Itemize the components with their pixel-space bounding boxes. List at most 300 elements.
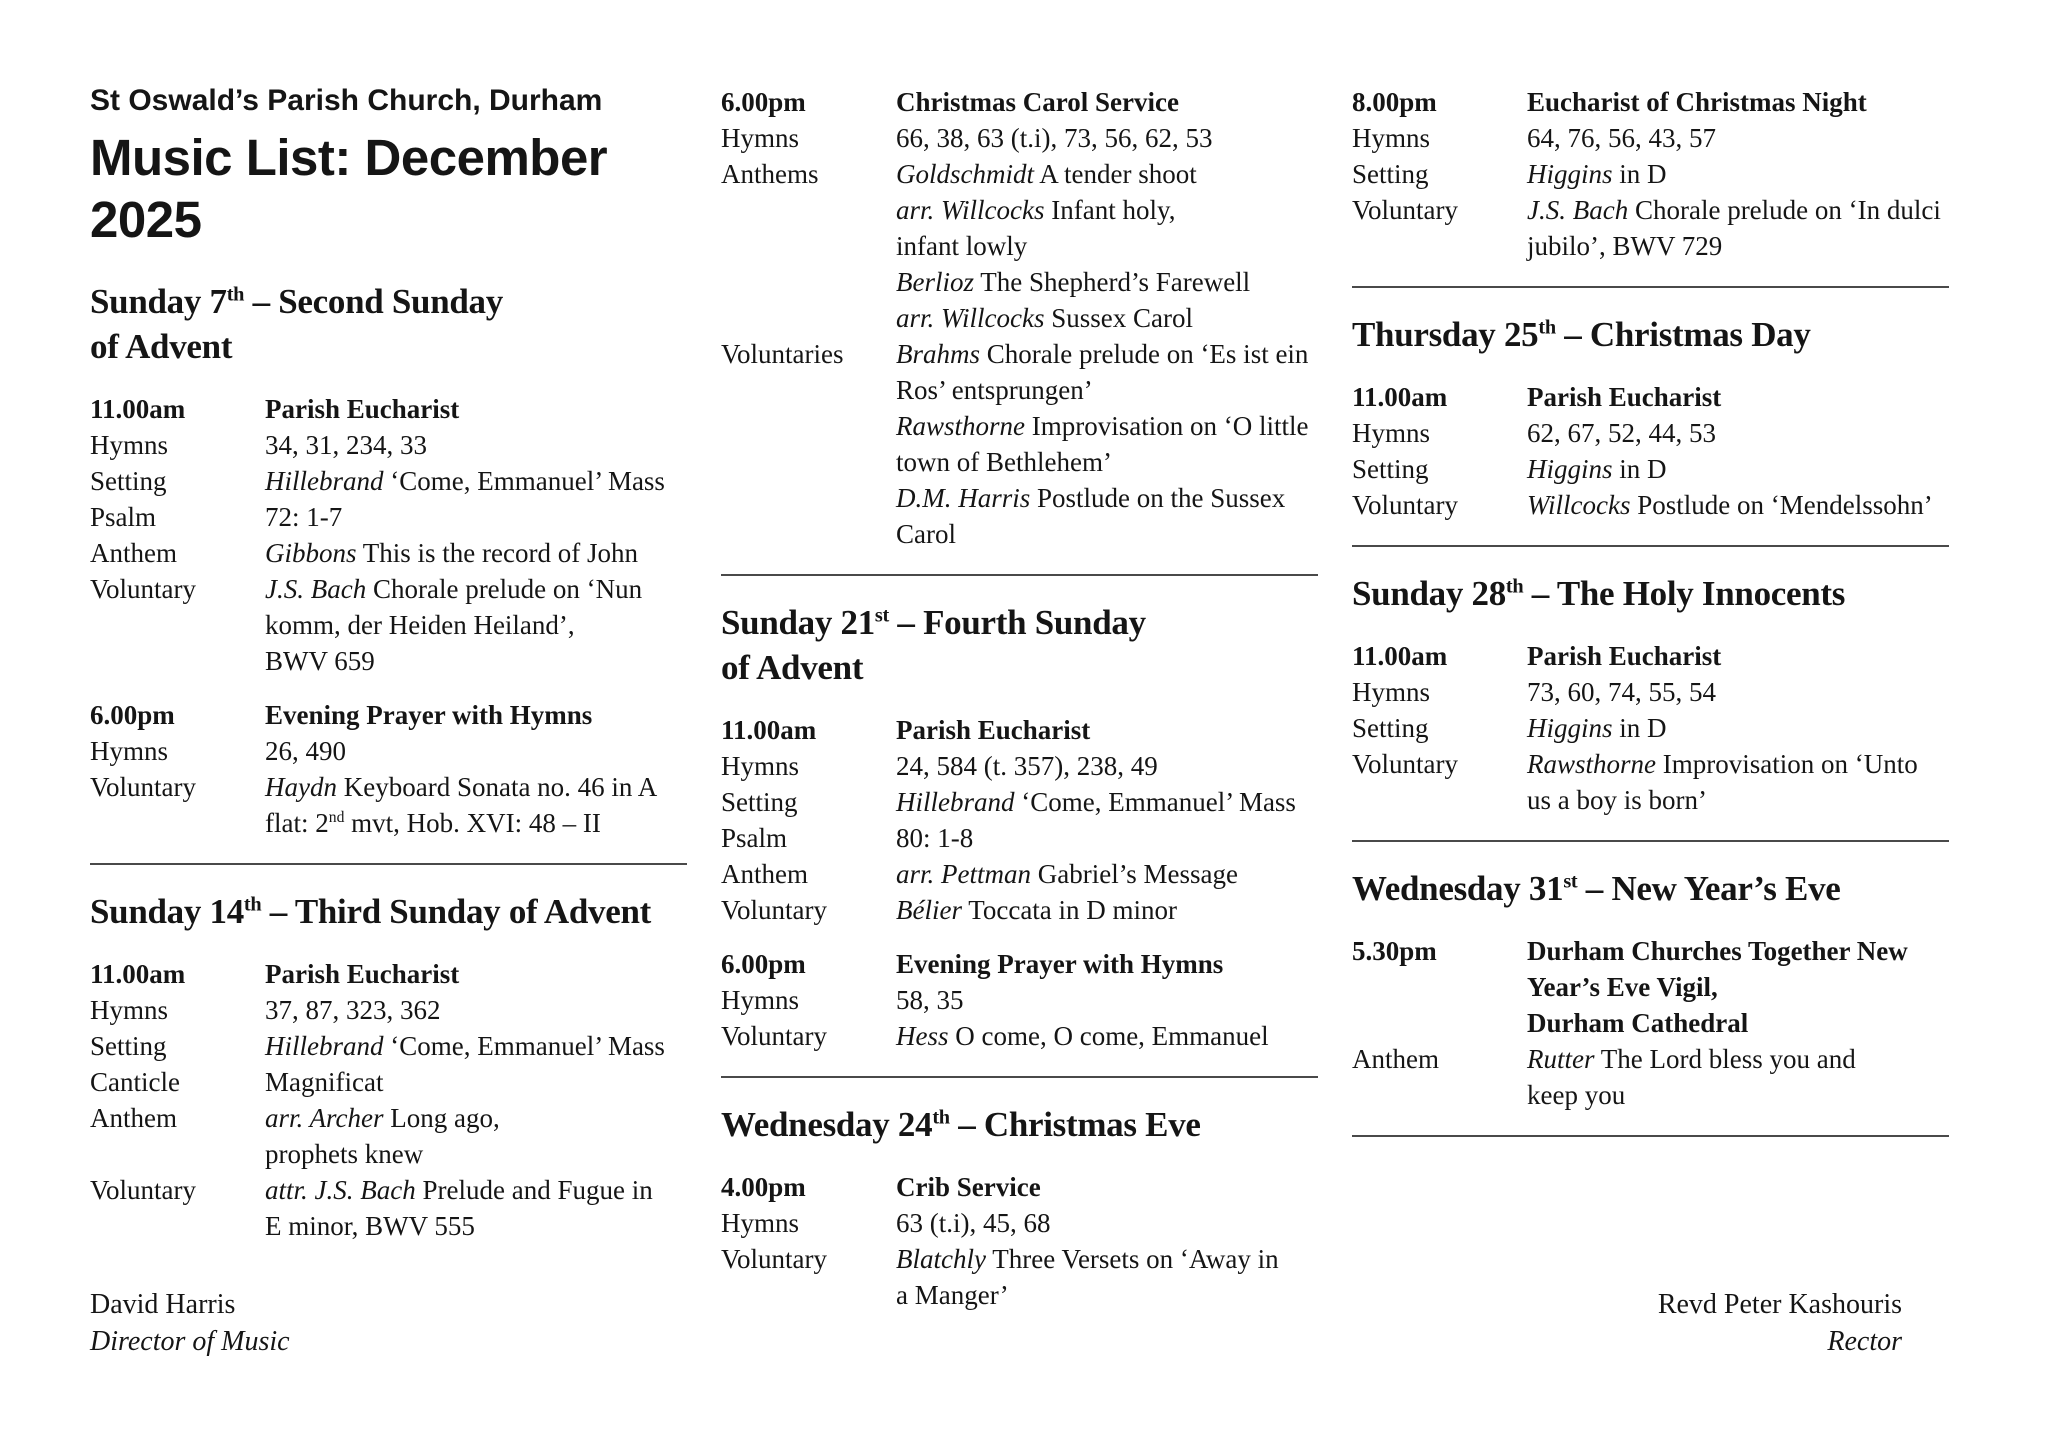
- row-value: [896, 156, 1318, 192]
- text-segment: 80: 1-8: [896, 823, 974, 853]
- masthead: [90, 84, 687, 251]
- column-middle: [721, 84, 1318, 1313]
- text-segment: Chorale prelude on ‘Nun komm, der Heiden Heiland’,: [265, 574, 643, 640]
- text-segment: Hess: [896, 1021, 949, 1051]
- text-segment: – Fourth Sunday: [888, 603, 1146, 642]
- text-segment: 73, 60, 74, 55, 54: [1527, 677, 1716, 707]
- section-divider: [721, 574, 1318, 576]
- text-segment: Gibbons: [265, 538, 357, 568]
- row-label: Hymns: [721, 751, 800, 781]
- text-segment: Postlude on the Sussex Carol: [896, 483, 1286, 549]
- text-segment: Brahms: [896, 339, 981, 369]
- row-value: [896, 1169, 1318, 1205]
- section: [721, 600, 1318, 1054]
- text-segment: 64, 76, 56, 43, 57: [1527, 123, 1716, 153]
- service-row: [721, 156, 1318, 192]
- row-value: [1527, 710, 1949, 746]
- service-row: [90, 1064, 687, 1100]
- row-value: [896, 84, 1318, 120]
- text-segment: Sunday 21: [721, 603, 875, 642]
- row-value: [896, 712, 1318, 748]
- service-block: [1352, 84, 1949, 264]
- text-segment: Goldschmidt: [896, 159, 1034, 189]
- service-row: [1352, 638, 1949, 674]
- row-label: Anthem: [90, 538, 177, 568]
- service-row: [1352, 192, 1949, 264]
- row-value: [265, 571, 687, 679]
- row-label: Anthem: [721, 859, 808, 889]
- service-row: [721, 1169, 1318, 1205]
- text-segment: 63 (t.i), 45, 68: [896, 1208, 1051, 1238]
- text-segment: prophets knew: [265, 1139, 424, 1169]
- text-segment: keep you: [1527, 1080, 1626, 1110]
- service-row: [721, 1205, 1318, 1241]
- text-segment: Wednesday 24: [721, 1105, 933, 1144]
- text-segment: – New Year’s Eve: [1577, 869, 1841, 908]
- text-segment: Long ago,: [383, 1103, 500, 1133]
- row-label: 8.00pm: [1352, 87, 1437, 117]
- text-segment: Hillebrand: [265, 1031, 384, 1061]
- service-row: [90, 992, 687, 1028]
- text-segment: E minor, BWV 555: [265, 1211, 475, 1241]
- row-label: Anthem: [90, 1103, 177, 1133]
- text-segment: Higgins: [1527, 454, 1613, 484]
- text-segment: Wednesday 31: [1352, 869, 1564, 908]
- page-title-line-2: 2025: [90, 191, 202, 248]
- row-label: 11.00am: [1352, 382, 1448, 412]
- text-segment: J.S. Bach: [265, 574, 367, 604]
- row-label: Hymns: [721, 1208, 800, 1238]
- text-segment: Rawsthorne: [1527, 749, 1657, 779]
- text-segment: – The Holy Innocents: [1523, 574, 1846, 613]
- section-divider: [721, 1076, 1318, 1078]
- text-segment: th: [226, 283, 245, 306]
- footer-rector-role: Rector: [1827, 1326, 1902, 1357]
- section-heading: [721, 1102, 1318, 1147]
- row-label: 6.00pm: [90, 700, 175, 730]
- section-divider: [1352, 286, 1949, 288]
- service-row: [90, 769, 687, 841]
- row-value: [1527, 638, 1949, 674]
- text-segment: th: [1538, 316, 1556, 339]
- text-segment: Gabriel’s Message: [1031, 859, 1238, 889]
- service-row: [1352, 379, 1949, 415]
- text-segment: Eucharist of Christmas Night: [1527, 87, 1867, 117]
- section-heading: [90, 279, 687, 369]
- text-segment: Sunday 14: [90, 892, 244, 931]
- service-block: [721, 712, 1318, 928]
- text-segment: nd: [328, 809, 345, 826]
- columns-wrapper: [90, 84, 1958, 1313]
- row-label: Hymns: [1352, 418, 1431, 448]
- row-value: [265, 463, 687, 499]
- row-label: 5.30pm: [1352, 936, 1437, 966]
- service-block: [721, 946, 1318, 1054]
- row-value: [265, 733, 687, 769]
- service-row: [1352, 120, 1949, 156]
- service-row: [721, 784, 1318, 820]
- row-label: Setting: [1352, 454, 1429, 484]
- service-row: [721, 120, 1318, 156]
- row-value: [265, 427, 687, 463]
- row-label: 11.00am: [90, 959, 186, 989]
- service-row: [90, 391, 687, 427]
- text-segment: Willcocks: [1527, 490, 1631, 520]
- text-segment: Rawsthorne: [896, 411, 1026, 441]
- text-segment: a Manger’: [896, 1280, 1009, 1310]
- text-segment: attr. J.S. Bach: [265, 1175, 416, 1205]
- text-segment: Keyboard Sonata no. 46 in A flat: 2: [265, 772, 656, 838]
- row-value: [896, 480, 1318, 552]
- text-segment: 26, 490: [265, 736, 346, 766]
- row-label: Voluntaries: [721, 339, 844, 369]
- service-row: [721, 820, 1318, 856]
- service-row: [721, 748, 1318, 784]
- service-row: [1352, 415, 1949, 451]
- text-segment: Durham Churches Together New Year’s Eve Vigil,: [1527, 936, 1908, 1002]
- section: [1352, 571, 1949, 818]
- row-value: [265, 1100, 687, 1172]
- text-segment: th: [932, 1106, 950, 1129]
- row-label: Hymns: [1352, 677, 1431, 707]
- row-value: [896, 820, 1318, 856]
- row-label: Voluntary: [721, 895, 827, 925]
- section-heading: [721, 600, 1318, 690]
- text-segment: in D: [1612, 159, 1667, 189]
- service-row: [90, 463, 687, 499]
- service-block: [1352, 379, 1949, 523]
- service-block: [721, 1169, 1318, 1313]
- row-label: Voluntary: [721, 1021, 827, 1051]
- text-segment: Toccata in D minor: [961, 895, 1178, 925]
- section: [1352, 866, 1949, 1113]
- row-value: [1527, 487, 1949, 523]
- service-row: [90, 427, 687, 463]
- footer-rector-name: Revd Peter Kashouris: [1657, 1289, 1902, 1320]
- service-row: [90, 1028, 687, 1064]
- text-segment: arr. Pettman: [896, 859, 1031, 889]
- text-segment: Infant holy,: [1044, 195, 1176, 225]
- text-segment: ‘Come, Emmanuel’ Mass: [383, 466, 665, 496]
- row-label: 11.00am: [1352, 641, 1448, 671]
- text-segment: Crib Service: [896, 1172, 1041, 1202]
- section-divider: [90, 863, 687, 865]
- text-segment: mvt, Hob. XVI: 48 – II: [344, 808, 601, 838]
- row-value: [896, 856, 1318, 892]
- section: [1352, 312, 1949, 523]
- section-heading: [1352, 312, 1949, 357]
- text-segment: Sunday 7: [90, 282, 227, 321]
- row-value: [265, 1028, 687, 1064]
- row-value: [265, 992, 687, 1028]
- service-row: [90, 1100, 687, 1172]
- row-value: [896, 408, 1318, 480]
- service-row: [721, 1241, 1318, 1313]
- row-value: [1527, 156, 1949, 192]
- service-block: [1352, 638, 1949, 818]
- section: [1352, 84, 1949, 264]
- section-divider: [1352, 840, 1949, 842]
- page-title: [90, 127, 687, 251]
- text-segment: st: [1563, 870, 1578, 893]
- row-value: [265, 535, 687, 571]
- service-row: [1352, 84, 1949, 120]
- text-segment: Berlioz: [896, 267, 974, 297]
- row-label: 11.00am: [90, 394, 186, 424]
- service-row: [1352, 451, 1949, 487]
- text-segment: BWV 659: [265, 646, 375, 676]
- row-value: [265, 769, 687, 841]
- service-row: [721, 892, 1318, 928]
- text-segment: 34, 31, 234, 33: [265, 430, 427, 460]
- row-value: [1527, 192, 1949, 264]
- row-label: Setting: [90, 1031, 167, 1061]
- row-label: 4.00pm: [721, 1172, 806, 1202]
- service-row: [1352, 710, 1949, 746]
- service-row: [721, 192, 1318, 264]
- text-segment: – Third Sunday of Advent: [261, 892, 651, 931]
- text-segment: Prelude and Fugue in: [415, 1175, 653, 1205]
- service-row: [721, 300, 1318, 336]
- row-label: Setting: [90, 466, 167, 496]
- text-segment: 72: 1-7: [265, 502, 343, 532]
- text-segment: Hillebrand: [265, 466, 384, 496]
- row-value: [1527, 84, 1949, 120]
- row-label: Voluntary: [1352, 749, 1458, 779]
- section-heading: [90, 889, 687, 934]
- service-row: [721, 712, 1318, 748]
- row-value: [1527, 746, 1949, 818]
- row-label: 11.00am: [721, 715, 817, 745]
- text-segment: us a boy is born’: [1527, 785, 1707, 815]
- row-value: [1527, 379, 1949, 415]
- row-label: Voluntary: [90, 1175, 196, 1205]
- row-value: [896, 300, 1318, 336]
- text-segment: in D: [1612, 713, 1667, 743]
- text-segment: Thursday 25: [1352, 315, 1539, 354]
- footer-rector: [1658, 1286, 1902, 1360]
- row-value: [896, 946, 1318, 982]
- service-row: [721, 408, 1318, 480]
- text-segment: Blatchly: [896, 1244, 986, 1274]
- row-label: Voluntary: [1352, 195, 1458, 225]
- column-right: [1352, 84, 1949, 1313]
- service-row: [90, 956, 687, 992]
- text-segment: Chorale prelude on ‘In dulci jubilo’, BWV 729: [1527, 195, 1941, 261]
- text-segment: – Second Sunday: [244, 282, 503, 321]
- text-segment: ‘Come, Emmanuel’ Mass: [383, 1031, 665, 1061]
- section: [721, 1102, 1318, 1313]
- text-segment: The Lord bless you and: [1594, 1044, 1856, 1074]
- row-label: Hymns: [90, 995, 169, 1025]
- row-value: [896, 120, 1318, 156]
- footer-director-name: David Harris: [90, 1289, 236, 1320]
- service-row: [721, 336, 1318, 408]
- text-segment: arr. Archer: [265, 1103, 384, 1133]
- row-label: Setting: [721, 787, 798, 817]
- text-segment: 66, 38, 63 (t.i), 73, 56, 62, 53: [896, 123, 1213, 153]
- text-segment: Hillebrand: [896, 787, 1015, 817]
- text-segment: of Advent: [721, 648, 864, 687]
- text-segment: Bélier: [896, 895, 962, 925]
- text-segment: 37, 87, 323, 362: [265, 995, 441, 1025]
- row-label: Canticle: [90, 1067, 180, 1097]
- row-label: Anthems: [721, 159, 819, 189]
- service-block: [721, 84, 1318, 552]
- row-value: [896, 892, 1318, 928]
- text-segment: Evening Prayer with Hymns: [896, 949, 1224, 979]
- service-row: [90, 535, 687, 571]
- service-row: [90, 499, 687, 535]
- text-segment: infant lowly: [896, 231, 1028, 261]
- text-segment: Magnificat: [265, 1067, 384, 1097]
- row-value: [265, 1172, 687, 1244]
- service-block: [90, 391, 687, 679]
- row-value: [1527, 933, 1949, 1041]
- service-row: [721, 84, 1318, 120]
- row-label: Setting: [1352, 713, 1429, 743]
- service-row: [1352, 674, 1949, 710]
- row-value: [896, 748, 1318, 784]
- row-value: [1527, 674, 1949, 710]
- service-row: [1352, 1041, 1949, 1113]
- row-label: 6.00pm: [721, 949, 806, 979]
- row-label: 6.00pm: [721, 87, 806, 117]
- row-value: [265, 1064, 687, 1100]
- text-segment: – Christmas Day: [1555, 315, 1811, 354]
- text-segment: Rutter: [1527, 1044, 1595, 1074]
- row-label: Hymns: [721, 123, 800, 153]
- service-row: [721, 264, 1318, 300]
- row-value: [265, 697, 687, 733]
- text-segment: Parish Eucharist: [896, 715, 1091, 745]
- row-label: Hymns: [1352, 123, 1431, 153]
- row-label: Psalm: [90, 502, 157, 532]
- text-segment: 62, 67, 52, 44, 53: [1527, 418, 1716, 448]
- text-segment: O come, O come, Emmanuel: [948, 1021, 1269, 1051]
- text-segment: 24, 584 (t. 357), 238, 49: [896, 751, 1158, 781]
- row-label: Psalm: [721, 823, 788, 853]
- row-value: [896, 1241, 1318, 1313]
- text-segment: Haydn: [265, 772, 337, 802]
- text-segment: Parish Eucharist: [1527, 641, 1722, 671]
- row-label: Voluntary: [721, 1244, 827, 1274]
- text-segment: ‘Come, Emmanuel’ Mass: [1014, 787, 1296, 817]
- service-row: [1352, 487, 1949, 523]
- section-divider: [1352, 545, 1949, 547]
- text-segment: Parish Eucharist: [265, 959, 460, 989]
- text-segment: A tender shoot: [1034, 159, 1197, 189]
- row-label: Hymns: [721, 985, 800, 1015]
- church-name: St Oswald’s Parish Church, Durham: [90, 84, 603, 117]
- row-label: Voluntary: [90, 772, 196, 802]
- service-block: [1352, 933, 1949, 1113]
- service-row: [90, 571, 687, 679]
- section-heading: [1352, 866, 1949, 911]
- service-row: [1352, 933, 1949, 1041]
- service-row: [721, 946, 1318, 982]
- text-segment: arr. Willcocks: [896, 303, 1045, 333]
- section-heading: [1352, 571, 1949, 616]
- text-segment: Chorale prelude on ‘Es ist ein Ros’ entsprungen’: [896, 339, 1309, 405]
- row-value: [896, 1018, 1318, 1054]
- row-value: [896, 192, 1318, 264]
- service-row: [90, 733, 687, 769]
- text-segment: Parish Eucharist: [265, 394, 460, 424]
- text-segment: th: [243, 893, 262, 916]
- row-value: [1527, 1041, 1949, 1113]
- service-row: [1352, 156, 1949, 192]
- page-title-line-1: Music List: December: [90, 129, 608, 186]
- row-value: [265, 956, 687, 992]
- section: [721, 84, 1318, 552]
- section: [90, 889, 687, 1244]
- text-segment: Improvisation on ‘O little town of Bethlehem’: [896, 411, 1309, 477]
- row-value: [896, 982, 1318, 1018]
- text-segment: Parish Eucharist: [1527, 382, 1722, 412]
- service-row: [90, 1172, 687, 1244]
- section: [90, 279, 687, 841]
- text-segment: J.S. Bach: [1527, 195, 1629, 225]
- text-segment: Sussex Carol: [1044, 303, 1193, 333]
- service-row: [721, 480, 1318, 552]
- text-segment: in D: [1612, 454, 1667, 484]
- text-segment: Durham Cathedral: [1527, 1008, 1749, 1038]
- service-row: [1352, 746, 1949, 818]
- row-value: [265, 499, 687, 535]
- row-label: Hymns: [90, 736, 169, 766]
- row-value: [896, 1205, 1318, 1241]
- row-label: Hymns: [90, 430, 169, 460]
- row-label: Anthem: [1352, 1044, 1439, 1074]
- text-segment: Improvisation on ‘Unto: [1656, 749, 1918, 779]
- text-segment: th: [1505, 575, 1524, 598]
- row-value: [1527, 120, 1949, 156]
- text-segment: of Advent: [90, 327, 233, 366]
- service-row: [90, 697, 687, 733]
- text-segment: The Shepherd’s Farewell: [974, 267, 1251, 297]
- text-segment: Postlude on ‘Mendelssohn’: [1630, 490, 1933, 520]
- text-segment: Three Versets on ‘Away in: [985, 1244, 1279, 1274]
- text-segment: 58, 35: [896, 985, 964, 1015]
- row-label: Voluntary: [1352, 490, 1458, 520]
- service-block: [90, 697, 687, 841]
- section-divider: [1352, 1135, 1949, 1137]
- row-value: [265, 391, 687, 427]
- row-value: [1527, 451, 1949, 487]
- text-segment: This is the record of John: [356, 538, 638, 568]
- row-label: Voluntary: [90, 574, 196, 604]
- text-segment: Christmas Carol Service: [896, 87, 1179, 117]
- row-label: Setting: [1352, 159, 1429, 189]
- footer-director-role: Director of Music: [90, 1326, 290, 1357]
- text-segment: Sunday 28: [1352, 574, 1506, 613]
- service-row: [721, 1018, 1318, 1054]
- row-value: [896, 784, 1318, 820]
- column-left: [90, 84, 687, 1313]
- text-segment: st: [874, 604, 889, 627]
- service-block: [90, 956, 687, 1244]
- row-value: [896, 264, 1318, 300]
- text-segment: Higgins: [1527, 713, 1613, 743]
- footer-director: [90, 1286, 290, 1360]
- service-row: [721, 982, 1318, 1018]
- row-value: [896, 336, 1318, 408]
- text-segment: Higgins: [1527, 159, 1613, 189]
- text-segment: Evening Prayer with Hymns: [265, 700, 593, 730]
- row-value: [1527, 415, 1949, 451]
- text-segment: – Christmas Eve: [949, 1105, 1201, 1144]
